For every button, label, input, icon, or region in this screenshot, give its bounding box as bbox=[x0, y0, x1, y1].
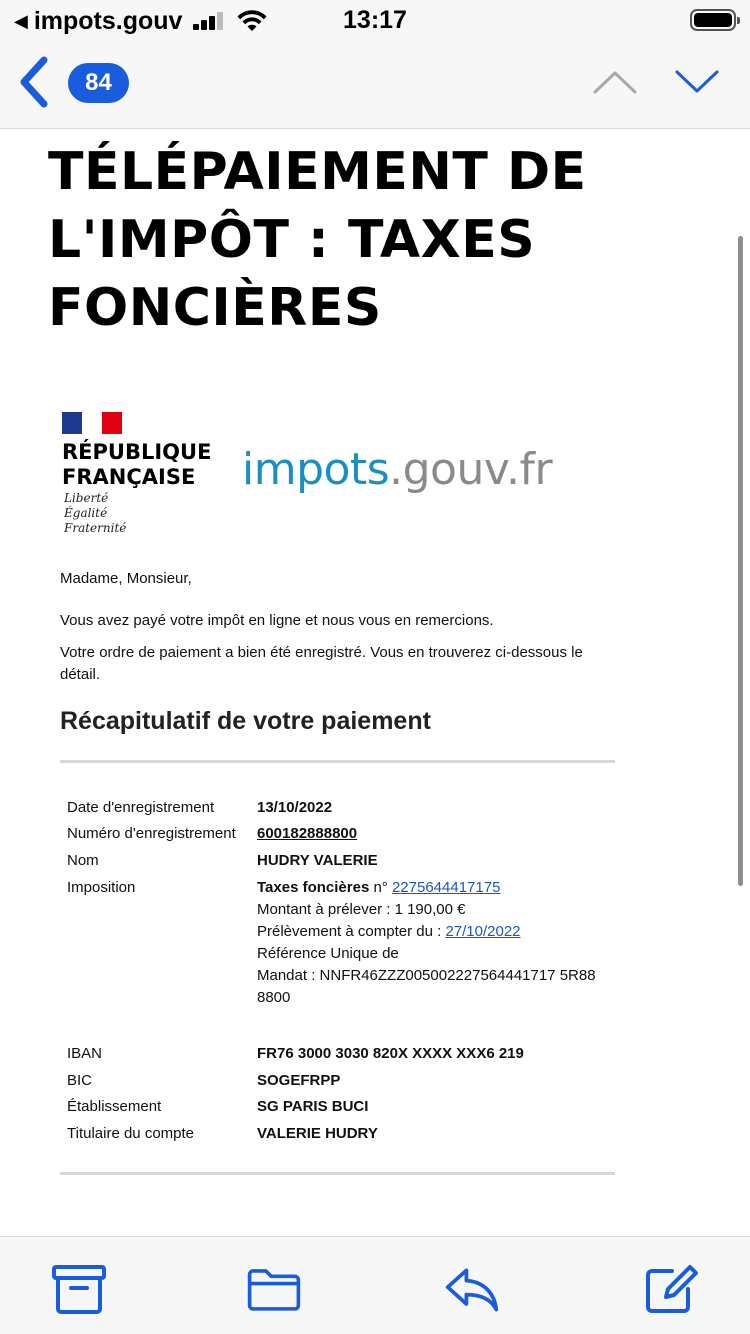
folder-icon[interactable] bbox=[246, 1263, 302, 1315]
amount-line: Montant à prélever : 1 190,00 € bbox=[257, 901, 466, 918]
imposition-details bbox=[257, 877, 617, 1009]
registration-number-link[interactable]: 600182888800 bbox=[257, 825, 358, 842]
thanks-paragraph: Vous avez payé votre impôt en ligne et nous vous en remercions. bbox=[60, 612, 494, 629]
motto-liberte: Liberté bbox=[64, 491, 109, 505]
row-label: Nom bbox=[67, 852, 99, 869]
tax-number-link[interactable]: 2275644417175 bbox=[391, 879, 501, 896]
row-value: SOGEFRPP bbox=[257, 1072, 341, 1089]
divider-bottom bbox=[60, 1172, 615, 1175]
status-bar bbox=[0, 0, 750, 40]
republique-francaise-logo-text bbox=[62, 440, 211, 490]
clock: 13:17 bbox=[343, 6, 407, 34]
previous-message-chevron-up-icon[interactable] bbox=[592, 68, 638, 96]
row-label: Numéro d'enregistrement bbox=[67, 825, 236, 842]
tax-type: Taxes foncières bbox=[257, 879, 370, 896]
row-value: VALERIE HUDRY bbox=[257, 1125, 378, 1142]
mail-nav-bar bbox=[0, 40, 750, 129]
row-value: SG PARIS BUCI bbox=[257, 1098, 369, 1115]
recap-heading: Récapitulatif de votre paiement bbox=[60, 707, 431, 735]
mandate-reference-line-2: Mandat : NNFR46ZZZ005002227564441717 5R88 bbox=[257, 967, 596, 984]
email-subject: TÉLÉPAIEMENT DE L'IMPÔT : TAXES FONCIÈRES bbox=[48, 142, 587, 338]
mail-toolbar bbox=[0, 1236, 750, 1334]
scroll-indicator[interactable] bbox=[738, 236, 743, 886]
greeting: Madame, Monsieur, bbox=[60, 570, 192, 587]
confirmation-paragraph: Votre ordre de paiement a bien été enregistré. Vous en trouverez ci-dessous le détail. bbox=[60, 644, 583, 683]
row-value: HUDRY VALERIE bbox=[257, 852, 378, 869]
battery-icon bbox=[690, 9, 736, 31]
impots-gouv-logo bbox=[242, 444, 552, 495]
reply-icon[interactable] bbox=[444, 1263, 500, 1315]
row-label: Établissement bbox=[67, 1098, 162, 1115]
row-value: 13/10/2022 bbox=[257, 799, 333, 816]
compose-icon[interactable] bbox=[644, 1263, 700, 1315]
tax-number-prefix: n° bbox=[369, 879, 392, 896]
mandate-reference-line-1: Référence Unique de bbox=[257, 945, 399, 962]
debit-date-label: Prélèvement à compter du : bbox=[257, 923, 446, 940]
motto-fraternite: Fraternité bbox=[64, 521, 127, 535]
row-label: Date d'enregistrement bbox=[67, 799, 215, 816]
back-app-label: impots.gouv bbox=[33, 7, 183, 35]
row-label: Titulaire du compte bbox=[67, 1125, 195, 1142]
motto-egalite: Égalité bbox=[64, 506, 108, 520]
brand-main: impots bbox=[242, 444, 390, 495]
next-message-chevron-down-icon[interactable] bbox=[674, 68, 720, 96]
marianne-flag-logo bbox=[62, 412, 122, 434]
row-label: Imposition bbox=[67, 879, 136, 896]
debit-date-link[interactable]: 27/10/2022 bbox=[445, 923, 521, 940]
recap-row-imposition bbox=[67, 877, 627, 1017]
back-triangle-icon: ◀ bbox=[14, 11, 28, 31]
rf-line-1: RÉPUBLIQUE bbox=[62, 440, 212, 464]
mandate-reference-line-3: 8800 bbox=[257, 989, 291, 1006]
unread-count-badge[interactable]: 84 bbox=[68, 63, 129, 103]
archive-icon[interactable] bbox=[51, 1263, 107, 1315]
row-label: BIC bbox=[67, 1072, 93, 1089]
back-chevron-icon[interactable] bbox=[14, 54, 54, 110]
divider-top bbox=[60, 760, 615, 763]
row-label: IBAN bbox=[67, 1045, 103, 1062]
row-value: FR76 3000 3030 820X XXXX XXX6 219 bbox=[257, 1045, 524, 1062]
brand-domain: .gouv.fr bbox=[389, 444, 553, 495]
rf-motto bbox=[64, 491, 126, 536]
rf-line-2: FRANÇAISE bbox=[62, 465, 196, 489]
